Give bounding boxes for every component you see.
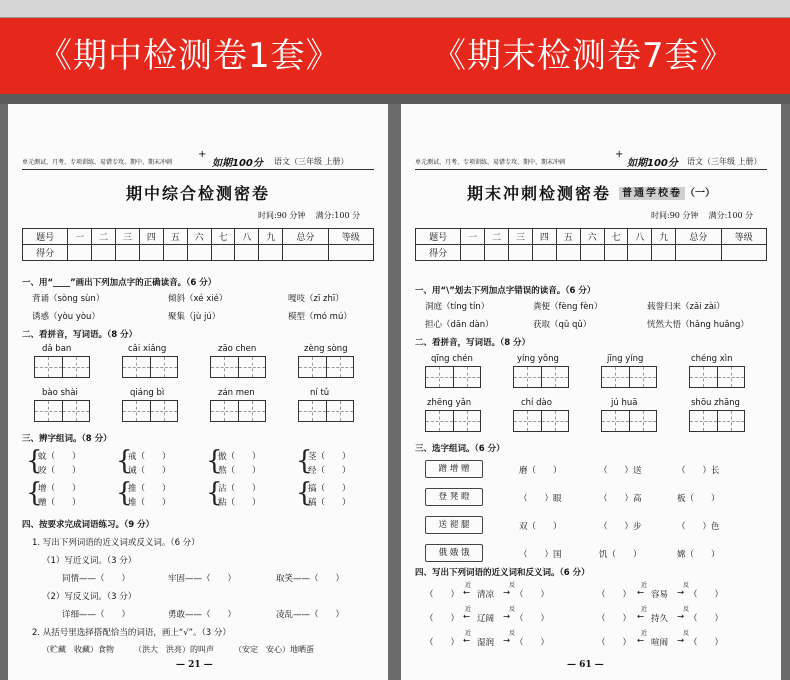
full-score: 满分:100 分 <box>315 211 361 220</box>
list-item: （ ）送 <box>599 466 642 476</box>
answer-blank: （ ） <box>515 590 550 600</box>
table-cell: 四 <box>532 229 556 245</box>
writing-grid[interactable] <box>34 356 90 378</box>
arrow-opp: 反 <box>683 606 690 613</box>
answer-blank: （ ） <box>597 638 632 648</box>
list-item: 背诵（sòng sùn） <box>32 294 105 304</box>
pinyin-label: chí dào <box>521 398 552 408</box>
page-title: 期末冲刺检测密卷 <box>467 184 612 203</box>
list-item: 板（ ） <box>677 494 720 504</box>
pinyin-label: jīng yíng <box>607 354 644 364</box>
list-item: 牢固——（ ） <box>168 574 237 584</box>
time-limit: 时间:90 分钟 <box>258 211 306 220</box>
list-item: 取笑——（ ） <box>276 574 345 584</box>
left-arrow-icon: ← <box>637 588 645 598</box>
list-item: 粪便（fèng fèn） <box>533 302 603 312</box>
crosshair-icon: + <box>615 149 624 160</box>
list-item: 获取（qǔ qǔ） <box>533 320 592 330</box>
list-item: 茎（ ） <box>308 452 351 462</box>
list-item: （ ）国 <box>519 550 562 560</box>
list-item: 同情——（ ） <box>62 574 131 584</box>
char-choice-box: 送 褪 腿 <box>425 516 483 534</box>
list-item: 勇敢——（ ） <box>168 610 237 620</box>
arrow-opp: 反 <box>509 630 516 637</box>
arrow-near: 近 <box>641 582 648 589</box>
brace: { <box>116 478 133 508</box>
pinyin-label: yíng yǒng <box>517 354 559 364</box>
table-cell: 四 <box>139 229 163 245</box>
list-item: （ ）眼 <box>519 494 562 504</box>
banner-left-label: 《期中检测卷1套》 <box>38 36 341 76</box>
writing-grid[interactable] <box>601 366 657 388</box>
arrow-opp: 反 <box>509 606 516 613</box>
table-cell: 总分 <box>676 229 721 245</box>
list-item: 蚊（ ） <box>38 452 81 462</box>
list-item: 恍然大悟（hǎng huǎng） <box>647 320 749 330</box>
answer-blank: （ ） <box>425 590 460 600</box>
subject-label: 语文（三年级 上册） <box>274 157 349 166</box>
right-arrow-icon: → <box>677 636 685 646</box>
word: 湿润 <box>477 638 495 648</box>
list-item: 赠（ ） <box>38 498 81 508</box>
list-item: 详细——（ ） <box>62 610 131 620</box>
list-item: 诫（ ） <box>128 466 171 476</box>
writing-grid[interactable] <box>513 366 569 388</box>
score-table-row <box>416 245 767 261</box>
question-4: 四、写出下列词语的近义词和反义词。（6 分） <box>415 568 590 578</box>
score-table <box>22 228 374 261</box>
word: 持久 <box>651 614 669 624</box>
red-banner <box>0 18 790 94</box>
list-item: 经（ ） <box>308 466 351 476</box>
writing-grid[interactable] <box>425 366 481 388</box>
list-item: 搞（ ） <box>308 484 351 494</box>
full-score: 满分:100 分 <box>708 211 754 220</box>
banner-right-label: 《期末检测卷7套》 <box>432 36 735 76</box>
list-item: 担心（dān dàn） <box>425 320 494 330</box>
word: 容易 <box>651 590 669 600</box>
arrow-near: 近 <box>641 606 648 613</box>
table-cell: 一 <box>68 229 92 245</box>
pinyin-label: shōu zhāng <box>691 398 740 408</box>
list-item: 聚集（jù jú） <box>168 312 221 322</box>
brand-logo: 如期100分 <box>627 158 678 169</box>
list-item: 熬（ ） <box>218 466 261 476</box>
brace: { <box>296 446 313 476</box>
separator <box>0 94 790 104</box>
pinyin-label: cǎi xiǎng <box>128 344 167 354</box>
right-arrow-icon: → <box>677 588 685 598</box>
table-cell: 五 <box>163 229 187 245</box>
list-item: 嘎吱（zī zhī） <box>288 294 344 304</box>
question-2: 二、看拼音，写词语。（8 分） <box>22 330 138 340</box>
answer-blank: （ ） <box>689 638 724 648</box>
table-cell: 一 <box>461 229 485 245</box>
pinyin-label: zèng sòng <box>304 344 348 354</box>
score-table-header <box>416 229 767 245</box>
writing-grid[interactable] <box>513 410 569 432</box>
table-cell: 八 <box>235 229 259 245</box>
writing-grid[interactable] <box>122 356 178 378</box>
list-item: 沾（ ） <box>218 484 261 494</box>
table-cell: 三 <box>116 229 140 245</box>
table-cell: 等级 <box>721 229 766 245</box>
table-cell: 总分 <box>283 229 328 245</box>
writing-grid[interactable] <box>298 356 354 378</box>
score-table-header <box>23 229 374 245</box>
time-info <box>258 210 360 221</box>
table-cell: 六 <box>187 229 211 245</box>
pinyin-label: zhēng yǎn <box>427 398 472 408</box>
writing-grid[interactable] <box>601 410 657 432</box>
table-cell: 得分 <box>416 245 461 261</box>
pinyin-label: dǎ ban <box>42 344 72 354</box>
pinyin-label: chéng xìn <box>691 354 733 364</box>
crosshair-icon: + <box>198 149 207 160</box>
header-subtitle: 单元测试、月考、专项训练、易错专攻、期中、期末冲刺 <box>22 159 173 166</box>
list-item: 傲（ ） <box>218 452 261 462</box>
word: 喧闹 <box>651 638 669 648</box>
writing-grid[interactable] <box>210 400 266 422</box>
arrow-near: 近 <box>465 606 472 613</box>
answer-blank: （ ） <box>597 614 632 624</box>
list-item: 饥（ ） <box>599 550 642 560</box>
question-1: 一、用“____”画出下列加点字的正确读音。（6 分） <box>22 278 217 288</box>
list-item: 戒（ ） <box>128 452 171 462</box>
list-item: 咬（ ） <box>38 466 81 476</box>
list-item: 双（ ） <box>519 522 562 532</box>
question-1: 一、用“\”划去下列加点字错误的读音。（6 分） <box>415 286 596 296</box>
time-limit: 时间:90 分钟 <box>651 211 699 220</box>
school-stamp <box>619 184 715 199</box>
list-item: 模型（mó mú） <box>288 312 352 322</box>
subject-label: 语文（三年级 上册） <box>687 157 762 166</box>
sub-question: 1. 写出下列词语的近义词或反义词。（6 分） <box>32 538 200 548</box>
word: 清凉 <box>477 590 495 600</box>
sub-question: 2. 从括号里选择搭配恰当的词语，画上“√”。（3 分） <box>32 628 231 638</box>
table-cell: 七 <box>604 229 628 245</box>
right-arrow-icon: → <box>503 636 511 646</box>
sub-question: （1）写近义词。（3 分） <box>42 556 137 566</box>
left-arrow-icon: ← <box>637 612 645 622</box>
arrow-near: 近 <box>465 582 472 589</box>
question-4: 四、按要求完成词语练习。（9 分） <box>22 520 155 530</box>
stamp-number: （一） <box>685 188 715 199</box>
list-item: 嫦（ ） <box>677 550 720 560</box>
left-arrow-icon: ← <box>637 636 645 646</box>
answer-blank: （ ） <box>689 590 724 600</box>
page-title: 期中综合检测密卷 <box>126 184 271 203</box>
top-strip <box>0 0 790 18</box>
midterm-exam-page <box>8 104 388 680</box>
list-item: 洞庭（tíng tín） <box>425 302 490 312</box>
pinyin-label: qiáng bì <box>130 388 165 398</box>
score-table <box>415 228 767 261</box>
brace: { <box>116 446 133 476</box>
page-number: — 61 — <box>567 660 604 670</box>
writing-grid[interactable] <box>425 410 481 432</box>
brace: { <box>206 446 223 476</box>
table-cell: 得分 <box>23 245 68 261</box>
list-item: （ ）色 <box>677 522 720 532</box>
left-arrow-icon: ← <box>463 588 471 598</box>
char-choice-box: 俄 娥 饿 <box>425 544 483 562</box>
table-cell: 二 <box>485 229 509 245</box>
final-exam-page <box>401 104 781 680</box>
pinyin-label: ní tǔ <box>310 388 330 398</box>
question-3: 三、辨字组词。（8 分） <box>22 434 112 444</box>
left-arrow-icon: ← <box>463 612 471 622</box>
table-cell: 六 <box>580 229 604 245</box>
table-cell: 五 <box>556 229 580 245</box>
list-item: （ ）长 <box>677 466 720 476</box>
answer-blank: （ ） <box>515 638 550 648</box>
pinyin-label: zán men <box>218 388 255 398</box>
time-info <box>651 210 753 221</box>
right-arrow-icon: → <box>503 588 511 598</box>
right-arrow-icon: → <box>503 612 511 622</box>
header-subtitle: 单元测试、月考、专项训练、易错专攻、期中、期末冲刺 <box>415 159 566 166</box>
writing-grid[interactable] <box>34 400 90 422</box>
table-cell: 三 <box>509 229 533 245</box>
brand-logo: 如期100分 <box>212 158 263 169</box>
stamp-label: 普通学校卷 <box>619 187 685 200</box>
pinyin-label: bào shài <box>42 388 78 398</box>
list-item: 载誉归来（zǎi zài） <box>647 302 725 312</box>
writing-grid[interactable] <box>689 366 745 388</box>
char-choice-box: 登 凳 瞪 <box>425 488 483 506</box>
answer-blank: （ ） <box>425 614 460 624</box>
choice-line: （贮藏 收藏）食物 （洪大 洪亮）的叫声 （安定 安心）地晒蛋 <box>42 645 314 654</box>
table-cell: 九 <box>652 229 676 245</box>
word: 辽阔 <box>477 614 495 624</box>
list-item: 粘（ ） <box>218 498 261 508</box>
arrow-near: 近 <box>641 630 648 637</box>
pinyin-label: qīng chén <box>431 354 473 364</box>
question-3: 三、选字组词。（6 分） <box>415 444 505 454</box>
list-item: 堆（ ） <box>128 498 171 508</box>
arrow-opp: 反 <box>683 582 690 589</box>
writing-grid[interactable] <box>210 356 266 378</box>
score-table-row <box>23 245 374 261</box>
table-cell: 等级 <box>328 229 373 245</box>
table-cell: 题号 <box>23 229 68 245</box>
answer-blank: （ ） <box>425 638 460 648</box>
brace: { <box>26 446 43 476</box>
writing-grid[interactable] <box>298 400 354 422</box>
page-header <box>415 149 767 170</box>
list-item: （ ）高 <box>599 494 642 504</box>
list-item: 磨（ ） <box>519 466 562 476</box>
table-cell: 题号 <box>416 229 461 245</box>
table-cell: 九 <box>259 229 283 245</box>
table-cell: 七 <box>211 229 235 245</box>
arrow-opp: 反 <box>683 630 690 637</box>
answer-blank: （ ） <box>515 614 550 624</box>
pinyin-label: zāo chen <box>218 344 257 354</box>
arrow-opp: 反 <box>509 582 516 589</box>
list-item: （ ）步 <box>599 522 642 532</box>
list-item: 凌乱——（ ） <box>276 610 345 620</box>
table-cell: 八 <box>628 229 652 245</box>
left-arrow-icon: ← <box>463 636 471 646</box>
arrow-near: 近 <box>465 630 472 637</box>
pinyin-label: jú huā <box>611 398 638 408</box>
brace: { <box>26 478 43 508</box>
list-item: 诱惑（yòu yòu） <box>32 312 100 322</box>
brace: { <box>296 478 313 508</box>
answer-blank: （ ） <box>689 614 724 624</box>
list-item: 推（ ） <box>128 484 171 494</box>
list-item: 倾斜（xé xié） <box>168 294 228 304</box>
question-2: 二、看拼音，写词语。（8 分） <box>415 338 531 348</box>
sub-question: （2）写反义词。（3 分） <box>42 592 137 602</box>
brace: { <box>206 478 223 508</box>
writing-grid[interactable] <box>122 400 178 422</box>
list-item: 稿（ ） <box>308 498 351 508</box>
list-item: 增（ ） <box>38 484 81 494</box>
writing-grid[interactable] <box>689 410 745 432</box>
page-header <box>22 149 374 170</box>
table-cell: 二 <box>92 229 116 245</box>
right-arrow-icon: → <box>677 612 685 622</box>
page-number: — 21 — <box>176 660 213 670</box>
answer-blank: （ ） <box>597 590 632 600</box>
char-choice-box: 蹭 增 赠 <box>425 460 483 478</box>
